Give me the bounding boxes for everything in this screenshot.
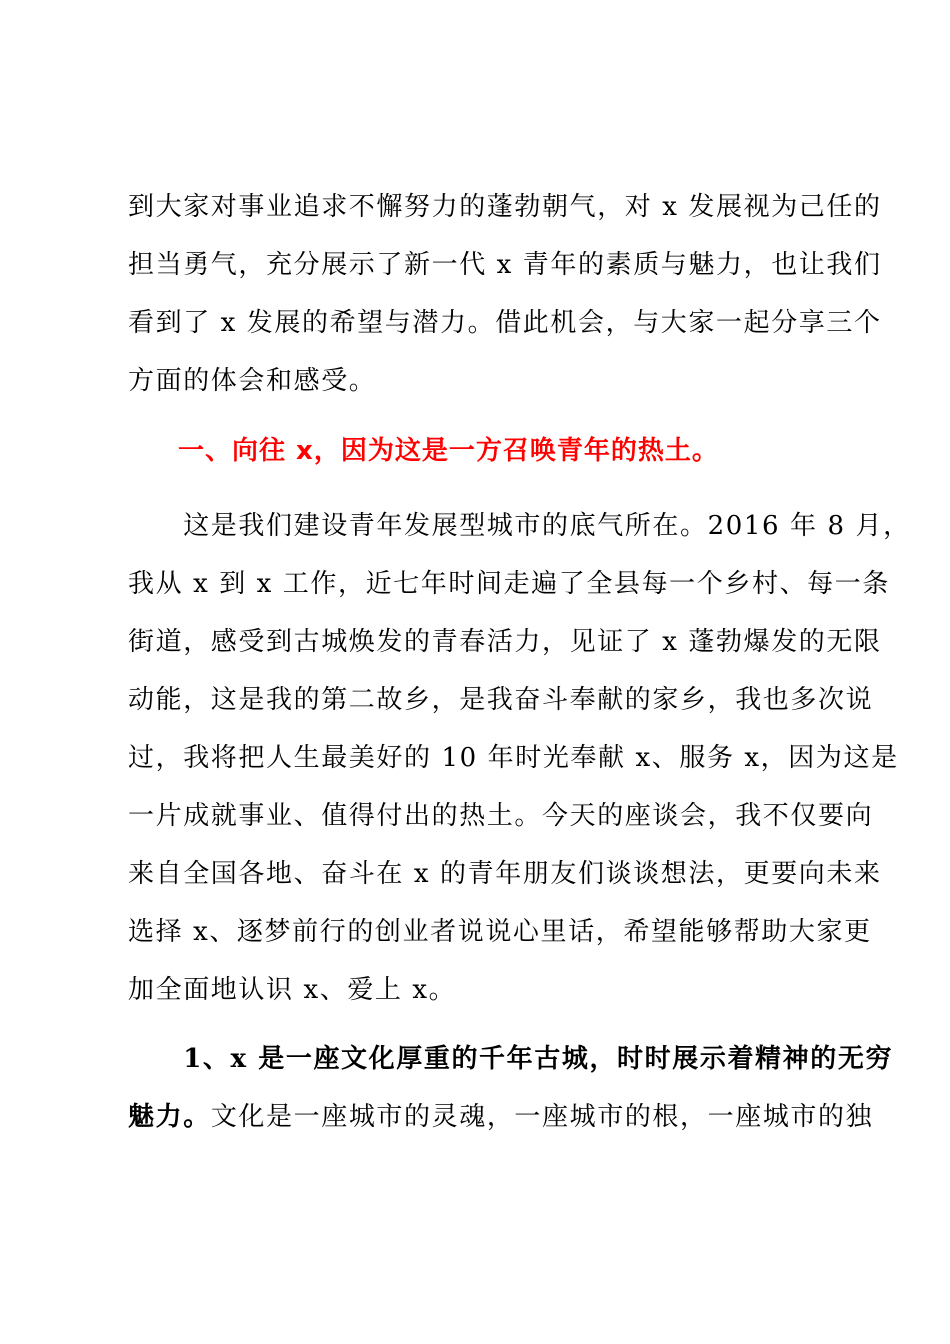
paragraph-line: 担当勇气，充分展示了新一代 x 青年的素质与魅力，也让我们 xyxy=(128,250,882,280)
paragraph-line: 一片成就事业、值得付出的热土。今天的座谈会，我不仅要向 xyxy=(128,801,874,831)
paragraph-line: 这是我们建设青年发展型城市的底气所在。2016 年 8 月， xyxy=(128,511,911,541)
paragraph-line: 加全面地认识 x、爱上 x。 xyxy=(128,975,457,1005)
paragraph-line: 动能，这是我的第二故乡，是我奋斗奉献的家乡，我也多次说 xyxy=(128,685,874,715)
paragraph-line: 过，我将把人生最美好的 10 年时光奉献 x、服务 x，因为这是 xyxy=(128,743,899,773)
subheading-line: 1、x 是一座文化厚重的千年古城，时时展示着精神的无穷 xyxy=(128,1044,894,1074)
paragraph-line: 我从 x 到 x 工作，近七年时间走遍了全县每一个乡村、每一条 xyxy=(128,569,890,599)
paragraph-body xyxy=(128,497,911,1019)
paragraph-line: 街道，感受到古城焕发的青春活力，见证了 x 蓬勃爆发的无限 xyxy=(128,627,882,657)
paragraph-line xyxy=(128,1088,874,1146)
paragraph-culture xyxy=(128,1030,894,1146)
paragraph-line: 方面的体会和感受。 xyxy=(128,366,377,396)
paragraph-line: 到大家对事业追求不懈努力的蓬勃朝气，对 x 发展视为己任的 xyxy=(128,192,882,222)
paragraph-intro xyxy=(128,178,882,410)
paragraph-line: 选择 x、逐梦前行的创业者说说心里话，希望能够帮助大家更 xyxy=(128,917,872,947)
paragraph-text: 文化是一座城市的灵魂，一座城市的根，一座城市的独 xyxy=(210,1102,874,1132)
paragraph-line: 看到了 x 发展的希望与潜力。借此机会，与大家一起分享三个 xyxy=(128,308,882,338)
section-heading: 一、向往 x，因为这是一方召唤青年的热土。 xyxy=(178,436,719,466)
subheading-tail: 魅力。 xyxy=(128,1102,211,1132)
paragraph-line: 来自全国各地、奋斗在 x 的青年朋友们谈谈想法，更要向未来 xyxy=(128,859,882,889)
